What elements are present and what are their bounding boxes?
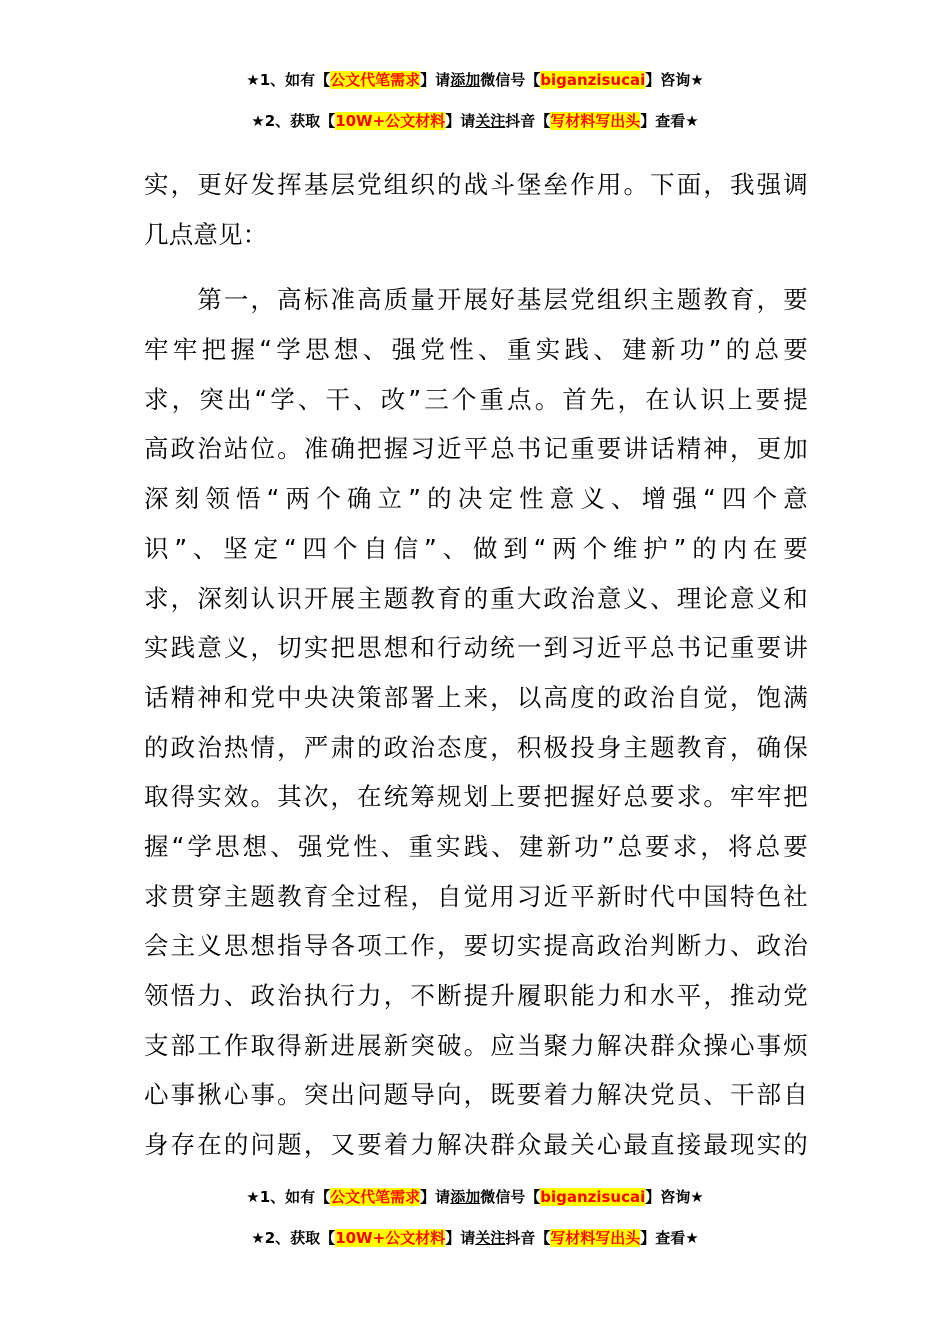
promo-highlight-wechat-id: biganzisucai [540,71,646,89]
body-line: 会主义思想指导各项工作，要切实提高政治判断力、政治 [144,931,808,961]
body-line: 第一，高标准高质量开展好基层党组织主题教育，要 [144,285,808,315]
body-line: 握“学思想、强党性、重实践、建新功”总要求，将总要 [144,831,808,861]
promo-prefix: ★2、获取【 [251,112,336,130]
body-line: 取得实效。其次，在统筹规划上要把握好总要求。牢牢把 [144,782,808,812]
footer-promo-line-1 [0,1186,950,1208]
promo-highlight-douyin-id: 写材料写出头 [550,112,641,130]
footer-promo-line-2 [0,1227,950,1249]
promo-highlight-wechat-id: biganzisucai [540,1188,646,1206]
body-line: 识”、坚定“四个自信”、做到“两个维护”的内在要 [144,533,808,563]
header-promo-line-1 [0,69,950,91]
body-paragraph [144,275,808,1169]
promo-highlight-materials: 10W+公文材料 [335,1229,446,1247]
promo-suffix: 】查看★ [640,112,699,130]
promo-highlight-douyin-id: 写材料写出头 [550,1229,641,1247]
promo-underlined-verb: 添加 [450,71,481,89]
body-line: 求，突出“学、干、改”三个重点。首先，在认识上要提 [144,384,808,414]
promo-highlight-materials: 10W+公文材料 [335,112,446,130]
body-line: 求贯穿主题教育全过程，自觉用习近平新时代中国特色社 [144,881,808,911]
body-line: 领悟力、政治执行力，不断提升履职能力和水平，推动党 [144,981,808,1010]
body-line: 的政治热情，严肃的政治态度，积极投身主题教育，确保 [144,732,808,762]
body-line: 心事揪心事。突出问题导向，既要着力解决党员、干部自 [144,1080,808,1110]
promo-prefix: ★1、如有【 [246,71,331,89]
body-line: 实践意义，切实把思想和行动统一到习近平总书记重要讲 [144,633,808,663]
promo-text: 抖音【 [505,112,551,130]
promo-text: 】请 [445,1229,476,1247]
promo-text: 】请 [445,112,476,130]
header-promo-line-2 [0,110,950,132]
promo-suffix: 】咨询★ [645,71,704,89]
promo-text: 】请 [420,1188,451,1206]
promo-text: 微信号【 [480,71,541,89]
promo-prefix: ★2、获取【 [251,1229,336,1247]
body-line: 牢牢把握“学思想、强党性、重实践、建新功”的总要 [144,335,808,365]
body-line: 实，更好发挥基层党组织的战斗堡垒作用。下面，我强调 [144,170,808,199]
promo-highlight-service: 公文代笔需求 [330,71,421,89]
body-line: 求，深刻认识开展主题教育的重大政治意义、理论意义和 [144,583,808,613]
promo-text: 】请 [420,71,451,89]
body-line: 支部工作取得新进展新突破。应当聚力解决群众操心事烦 [144,1030,808,1060]
promo-suffix: 】咨询★ [645,1188,704,1206]
body-line: 几点意见： [144,219,268,249]
body-line: 话精神和党中央决策部署上来，以高度的政治自觉，饱满 [144,682,808,712]
promo-text: 微信号【 [480,1188,541,1206]
promo-prefix: ★1、如有【 [246,1188,331,1206]
promo-underlined-verb: 关注 [475,112,506,130]
document-body [144,160,808,1170]
promo-underlined-verb: 关注 [475,1229,506,1247]
promo-suffix: 】查看★ [640,1229,699,1247]
promo-text: 抖音【 [505,1229,551,1247]
body-line: 高政治站位。准确把握习近平总书记重要讲话精神，更加 [144,434,808,464]
paragraph-gap [144,259,808,275]
promo-underlined-verb: 添加 [450,1188,481,1206]
promo-highlight-service: 公文代笔需求 [330,1188,421,1206]
body-line: 深刻领悟“两个确立”的决定性意义、增强“四个意 [144,484,808,514]
body-line: 身存在的问题，又要着力解决群众最关心最直接最现实的 [144,1130,808,1160]
